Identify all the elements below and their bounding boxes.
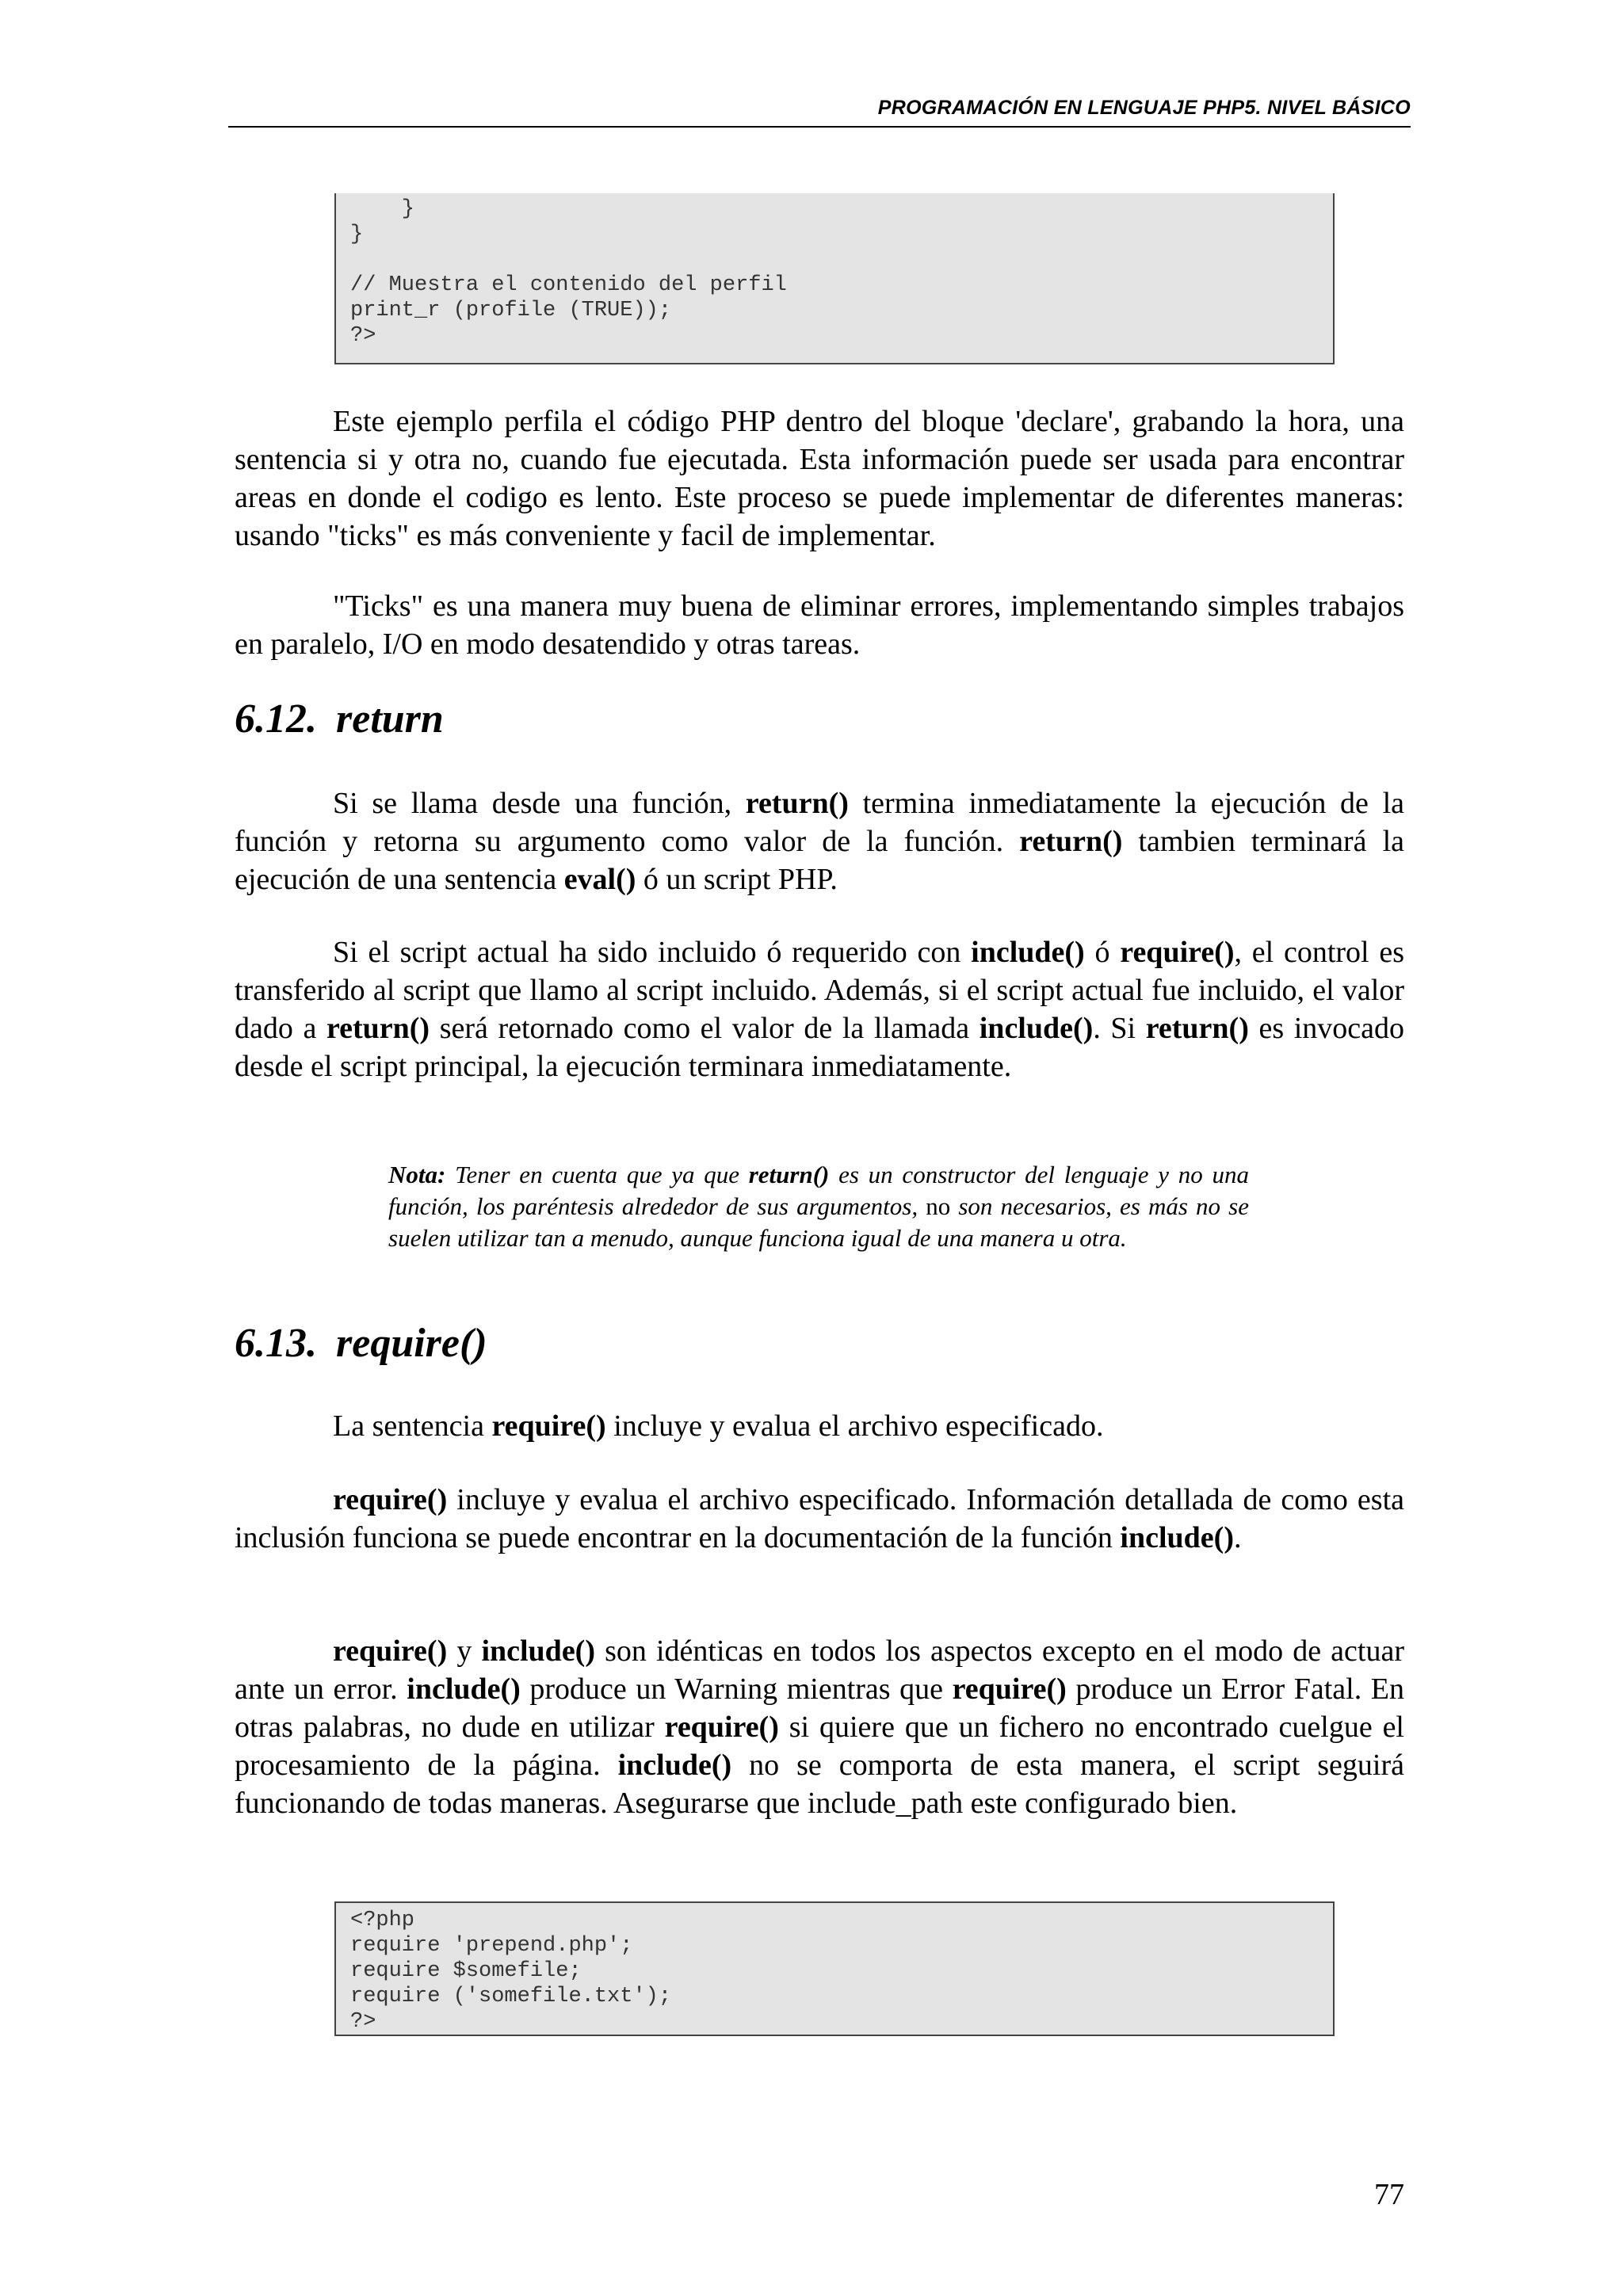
section-number: 6.12.: [235, 696, 317, 742]
section-title: return: [336, 696, 444, 742]
paragraph-ticks: "Ticks" es una manera muy buena de eliminar errores, implementando simples trabajos en paralelo, I/O en modo desatendido y otras tareas.: [235, 589, 1404, 661]
section-heading-return: [235, 696, 444, 743]
note-return: Nota: Tener en cuenta que ya que return() es un constructor del lenguaje y no una función, los paréntesis alrededor de sus argumentos, no son necesarios, es más no se suelen utilizar tan a menudo, aunque funciona igual de una manera u otra.: [388, 1161, 1249, 1252]
paragraph-profile-explanation: Este ejemplo perfila el código PHP dentro del bloque 'declare', grabando la hora, una sentencia si y otra no, cuando fue ejecutada. Esta información puede ser usada para encontrar areas en donde el codigo es lento. Este proceso se puede implementar de diferentes maneras: usando "ticks" es más conveniente y facil de implementar.: [235, 405, 1404, 552]
running-header: PROGRAMACIÓN EN LENGUAJE PHP5. NIVEL BÁSICO: [877, 97, 1411, 119]
page-number: 77: [1374, 2178, 1404, 2211]
code-block-require-example: <?php require 'prepend.php'; require $somefile; require ('somefile.txt'); ?>: [334, 1901, 1335, 2036]
paragraph-return-include: Si el script actual ha sido incluido ó requerido con include() ó require(), el control es transferido al script que llamo al script incluido. Además, si el script actual fue incluido, el valor dado a return() será retornado como el valor de la llamada include(). Si return() es invocado desde el script principal, la ejecución terminara inmediatamente.: [235, 936, 1405, 1083]
paragraph-require-vs-include: require() y include() son idénticas en todos los aspectos excepto en el modo de actuar ante un error. include() produce un Warning mientras que require() produce un Error Fatal. En otras palabras, no dude en utilizar require() si quiere que un fichero no encontrado cuelgue el procesamiento de la página. include() no se comporta de esta manera, el script seguirá funcionando de todas maneras. Asegurarse que include_path este configurado bien.: [235, 1634, 1404, 1820]
code-block-profile: } } // Muestra el contenido del perfil print_r (profile (TRUE)); ?>: [334, 193, 1335, 364]
section-heading-require: [235, 1320, 487, 1367]
paragraph-require-intro: La sentencia require() incluye y evalua el archivo especificado.: [333, 1409, 1104, 1443]
paragraph-return-intro: Si se llama desde una función, return() termina inmediatamente la ejecución de la función y retorna su argumento como valor de la función. return() tambien terminará la ejecución de una sentencia eval() ó un script PHP.: [235, 787, 1404, 896]
section-title: require(): [336, 1321, 487, 1366]
section-number: 6.13.: [235, 1321, 317, 1366]
header-rule: [228, 126, 1411, 128]
paragraph-require-details: require() incluye y evalua el archivo especificado. Información detallada de como esta inclusión funciona se puede encontrar en la documentación de la función include().: [235, 1483, 1404, 1554]
